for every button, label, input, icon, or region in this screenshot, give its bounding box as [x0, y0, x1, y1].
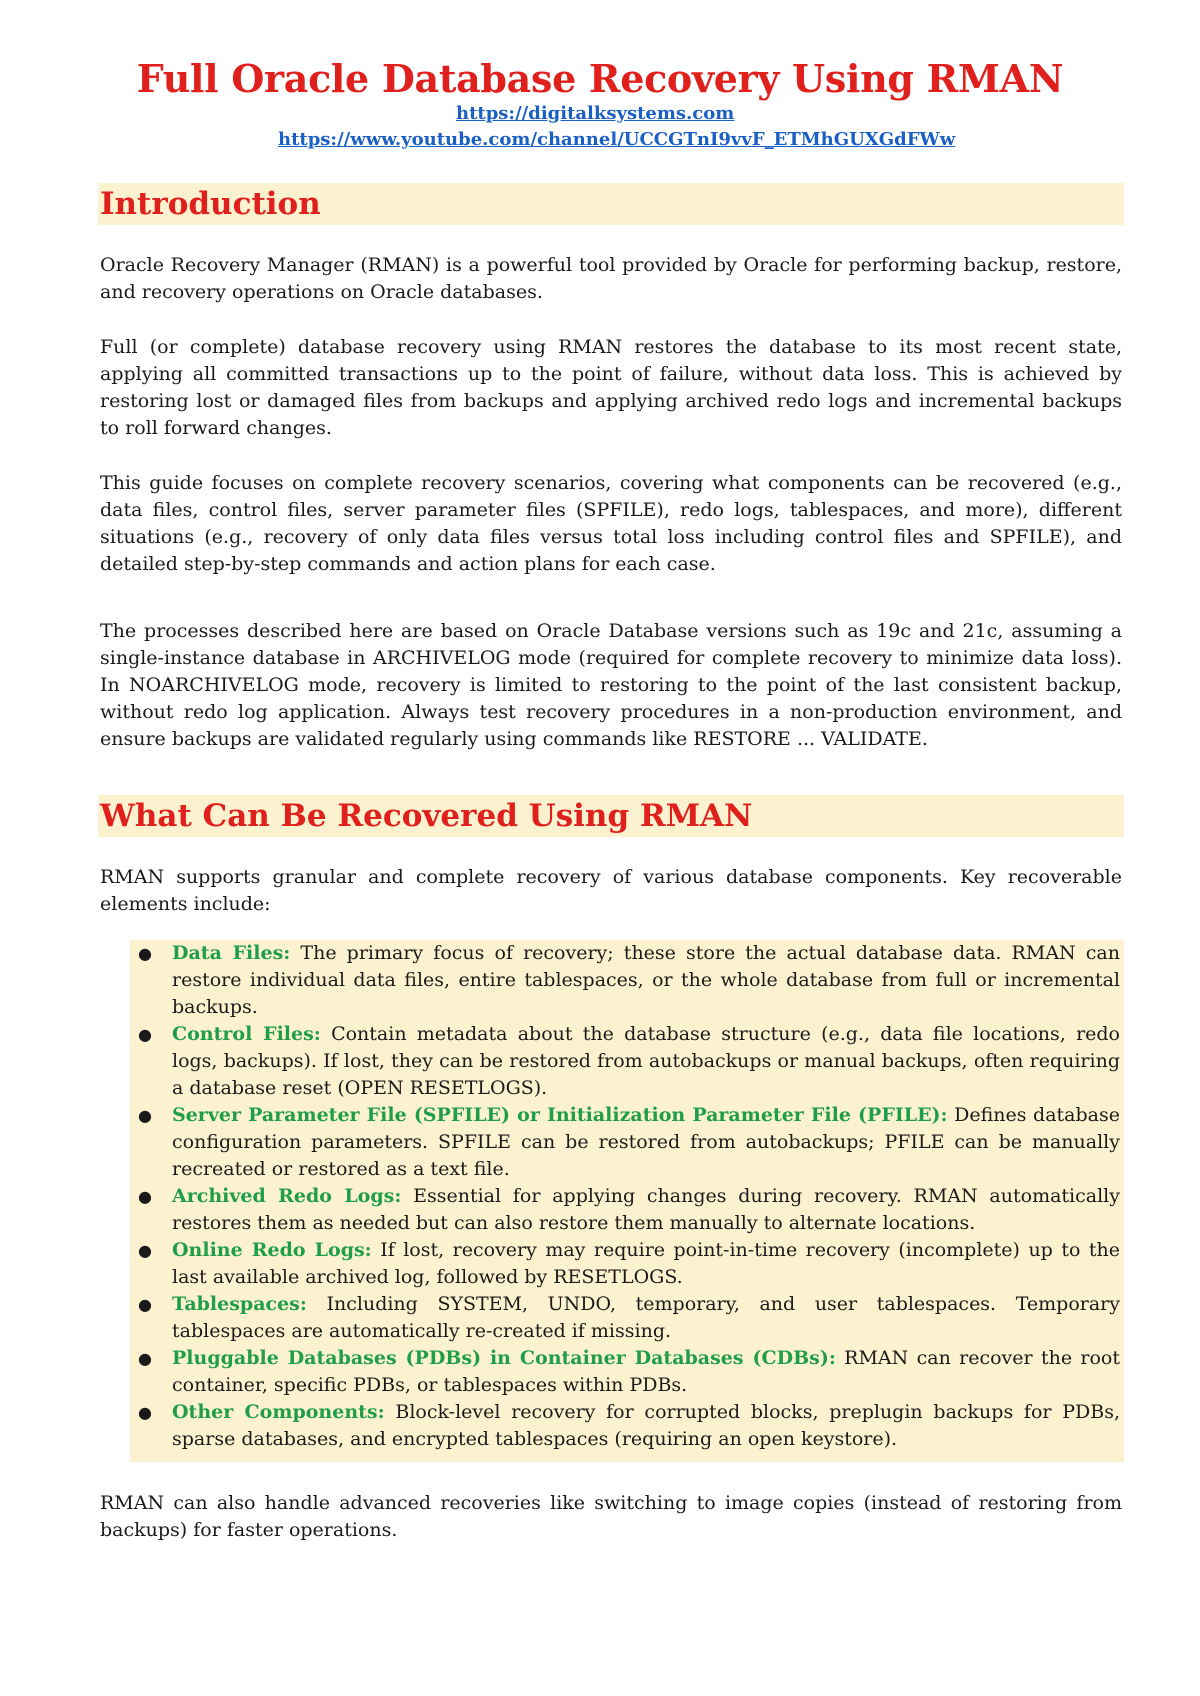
bullet-icon: ●: [138, 1106, 152, 1125]
recoverable-intro: RMAN supports granular and complete recovery of various database components. Key recoverable elements include:: [100, 866, 1122, 915]
list-item-text: RMAN can recover the root container, specific PDBs, or tablespaces within PDBs.: [172, 1347, 1120, 1396]
list-item: [130, 1345, 1120, 1399]
list-item-term: Control Files:: [172, 1023, 321, 1045]
list-item-text: Defines database configuration parameters. SPFILE can be restored from autobackups; PFILE can be manually recreated or restored as a text file.: [172, 1104, 1120, 1180]
list-item-text: The primary focus of recovery; these store the actual database data. RMAN can restore individual data files, entire tablespaces, or the whole database from full or incremental backups.: [172, 942, 1120, 1018]
section-heading-introduction: Introduction: [98, 183, 1124, 225]
intro-paragraph-4: The processes described here are based on Oracle Database versions such as 19c and 21c, assuming a single-instance database in ARCHIVELOG mode (required for complete recovery to minimize data loss). In NOARCHIVELOG mode, recovery is limited to restoring to the point of the last consistent backup, without redo log application. Always test recovery procedures in a non-production environment, and ensure backups are validated regularly using commands like RESTORE ... VALIDATE.: [100, 620, 1122, 750]
list-item-term: Archived Redo Logs:: [172, 1185, 402, 1207]
intro-paragraph-1: Oracle Recovery Manager (RMAN) is a powerful tool provided by Oracle for performing backup, restore, and recovery operations on Oracle databases.: [100, 254, 1122, 303]
youtube-channel-link[interactable]: https://www.youtube.com/channel/UCCGTnI9vvF_ETMhGUXGdFWw: [278, 129, 956, 150]
intro-paragraph-2: Full (or complete) database recovery using RMAN restores the database to its most recent state, applying all committed transactions up to the point of failure, without data loss. This is achieved by restoring lost or damaged files from backups and applying archived redo logs and incremental backups to roll forward changes.: [100, 336, 1122, 439]
list-item-term: Other Components:: [172, 1401, 385, 1423]
list-item-text: Essential for applying changes during recovery. RMAN automatically restores them as needed but can also restore them manually to alternate locations.: [172, 1185, 1120, 1234]
list-item: [130, 1021, 1120, 1102]
list-item: [130, 1291, 1120, 1345]
list-item: [130, 1237, 1120, 1291]
list-item: [130, 1102, 1120, 1183]
list-item-term: Server Parameter File (SPFILE) or Initialization Parameter File (PFILE):: [172, 1104, 948, 1126]
list-item-term: Online Redo Logs:: [172, 1239, 372, 1261]
list-item-text: Block-level recovery for corrupted blocks, preplugin backups for PDBs, sparse databases, and encrypted tablespaces (requiring an open keystore).: [172, 1401, 1120, 1450]
list-item: [130, 1399, 1120, 1453]
list-item-text: Including SYSTEM, UNDO, temporary, and user tablespaces. Temporary tablespaces are automatically re-created if missing.: [172, 1293, 1120, 1342]
list-item: [130, 940, 1120, 1021]
bullet-icon: ●: [138, 1349, 152, 1368]
bullet-icon: ●: [138, 1403, 152, 1422]
list-item-text: Contain metadata about the database structure (e.g., data file locations, redo logs, backups). If lost, they can be restored from autobackups or manual backups, often requiring a database reset (OPEN RESETLOGS).: [172, 1023, 1120, 1099]
bullet-icon: ●: [138, 944, 152, 963]
closing-paragraph: RMAN can also handle advanced recoveries like switching to image copies (instead of restoring from backups) for faster operations.: [100, 1492, 1122, 1541]
website-link[interactable]: https://digitalksystems.com: [456, 103, 735, 124]
intro-paragraph-3: This guide focuses on complete recovery scenarios, covering what components can be recovered (e.g., data files, control files, server parameter files (SPFILE), redo logs, tablespaces, and more), different situations (e.g., recovery of only data files versus total loss including control files and SPFILE), and detailed step-by-step commands and action plans for each case.: [100, 472, 1122, 575]
recoverable-list: [130, 940, 1120, 1453]
list-item-text: If lost, recovery may require point-in-time recovery (incomplete) up to the last available archived log, followed by RESETLOGS.: [172, 1239, 1121, 1288]
bullet-icon: ●: [138, 1187, 152, 1206]
section-heading-recoverable: What Can Be Recovered Using RMAN: [98, 795, 1124, 837]
bullet-icon: ●: [138, 1241, 152, 1260]
list-item-term: Pluggable Databases (PDBs) in Container Databases (CDBs):: [172, 1347, 836, 1369]
list-item-term: Data Files:: [172, 942, 291, 964]
page-title: Full Oracle Database Recovery Using RMAN: [136, 56, 1064, 101]
bullet-icon: ●: [138, 1025, 152, 1044]
list-item: [130, 1183, 1120, 1237]
list-item-term: Tablespaces:: [172, 1293, 307, 1315]
bullet-icon: ●: [138, 1295, 152, 1314]
